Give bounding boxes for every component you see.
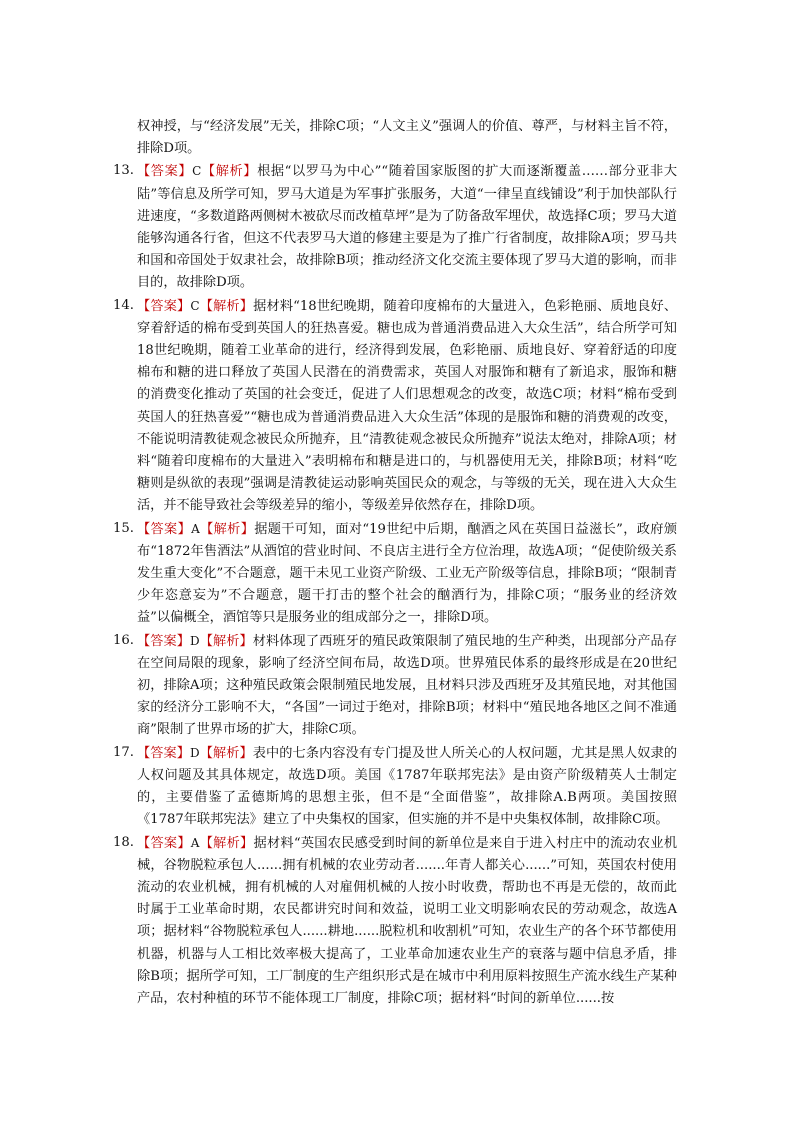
- answer-item-15: [113, 518, 678, 630]
- item-number: 17.: [113, 744, 134, 760]
- item-body: [137, 832, 677, 1011]
- answer-item-13: [113, 160, 678, 294]
- answer-tag: 【答案】: [137, 835, 191, 851]
- analysis-tag: 【解析】: [199, 835, 254, 851]
- continued-paragraph: 权神授，与“经济发展”无关，排除C项；“人文主义”强调人的价值、尊严，与材料主旨不符，排除D项。: [137, 119, 677, 157]
- analysis-text: 据材料“18世纪晚期，随着印度棉布的大量进入，色彩艳丽、质地良好、穿着舒适的棉布受到英国人的狂热喜爱。糖也成为普通消费品进入大众生活”，结合所学可知18世纪晚期，随着工业革命的进行，经济得到发展，色彩艳丽、质地良好、穿着舒适的印度棉布和糖的进口释放了英国人民潜在的消费需求，英国人对服饰和糖有了新追求，服饰和糖的消费变化推动了英国的社会变迁，促进了人们思想观念的改变，故选C项；材料“棉布受到英国人的狂热喜爱”“糖也成为普通消费品进入大众生活”体现的是服饰和糖的消费观的改变，不能说明清教徒观念被民众所抛弃，且“清教徒观念被民众所抛弃”说法太绝对，排除A项；材料“随着印度棉布的大量进入”表明棉布和糖是进口的，与机器使用无关，排除B项；材料“吃糖则是纵欲的表现”强调是清教徒运动影响英国民众的观念，与等级的无关，现在进入大众生活，并不能导致社会等级差异的缩小，等级差异依然存在，排除D项。: [137, 298, 678, 514]
- answer-tag: 【答案】: [137, 521, 192, 537]
- answer-tag: 【答案】: [137, 164, 193, 180]
- analysis-text: 材料体现了西班牙的殖民政策限制了殖民地的生产种类，出现部分产品存在空间局限的现象，影响了经济空间布局，故选D项。世界殖民体系的最终形成是在20世纪初，排除A项；这种殖民政策会限制殖民地发展，且材料只涉及西班牙及其殖民地，对其他国家的经济分工影响不大，“各国”一词过于绝对，排除B项；材料中“殖民地各地区之间不准通商”限制了世界市场的扩大，排除C项。: [137, 633, 678, 738]
- answer-tag: 【答案】: [137, 745, 191, 761]
- analysis-tag: 【解析】: [201, 164, 258, 180]
- item-number: 18.: [113, 834, 134, 850]
- answer-letter: C: [190, 298, 200, 313]
- analysis-tag: 【解析】: [199, 521, 255, 537]
- answer-item-18: [113, 832, 678, 1011]
- analysis-text: 表中的七条内容没有专门提及世人所关心的人权问题，尤其是黑人奴隶的人权问题及其具体规定，故选D项。美国《1787年联邦宪法》是由资产阶级精英人士制定的，主要借鉴了孟德斯鸠的思想主张，但不是“全面借鉴”，故排除A.B两项。美国按照《1787年联邦宪法》建立了中央集权的国家，但实施的并不是中央集权体制，故排除C项。: [137, 745, 678, 828]
- answer-letter: D: [190, 633, 200, 648]
- answer-letter: D: [190, 745, 200, 760]
- answer-item-14: [113, 295, 678, 518]
- item-number: 16.: [113, 632, 134, 648]
- answer-item-17: [113, 742, 678, 832]
- analysis-tag: 【解析】: [199, 745, 253, 761]
- analysis-tag: 【解析】: [199, 633, 253, 649]
- answer-tag: 【答案】: [137, 298, 191, 314]
- answer-tag: 【答案】: [137, 633, 191, 649]
- item-body: [137, 630, 677, 742]
- item-body: [137, 518, 677, 630]
- answer-letter: A: [191, 521, 200, 536]
- item-body: [137, 295, 677, 518]
- item-body: [137, 160, 677, 294]
- answer-letter: C: [192, 164, 202, 179]
- analysis-tag: 【解析】: [199, 298, 254, 314]
- item-body: [137, 742, 677, 832]
- answer-explanations: [113, 116, 678, 1010]
- item-number: 15.: [113, 520, 134, 536]
- analysis-text: 根据“以罗马为中心”“随着国家版图的扩大而逐渐覆盖……部分亚非大陆”等信息及所学可知，罗马大道是为军事扩张服务，大道“一律呈直线铺设”利于加快部队行进速度，“多数道路两侧树木被砍尽而改植草坪”是为了防备敌军埋伏，故选择C项；罗马大道能够沟通各行省，但这不代表罗马大道的修建主要是为了推广行省制度，故排除A项；罗马共和国和帝国处于奴隶社会，故排除B项；推动经济文化交流主要体现了罗马大道的影响，而非目的，故排除D项。: [137, 164, 678, 291]
- answer-item-16: [113, 630, 678, 742]
- analysis-text: 据材料“英国农民感受到时间的新单位是来自于进入村庄中的流动农业机械，谷物脱粒承包人......拥有机械的农业劳动者.......年青人都关心......”可知，英国农村使用流动的农业机械，拥有机械的人对雇佣机械的人按小时收费，帮助也不再是无偿的，故而此时属于工业革命时期，农民都讲究时间和效益，说明工业文明影响农民的劳动观念，故选A项；据材料“谷物脱粒承包人......耕地......脱粒机和收割机”可知，农业生产的各个环节都使用机器，机器与人工相比效率极大提高了，工业革命加速农业生产的衰落与题中信息矛盾，排除B项；据所学可知，工厂制度的生产组织形式是在城市中利用原料按照生产流水线生产某种产品，农村种植的环节不能体现工厂制度，排除C项；据材料“时间的新单位......按: [137, 835, 678, 1006]
- analysis-text: 据题干可知，面对“19世纪中后期，酗酒之风在英国日益滋长”，政府颁布“1872年售酒法”从酒馆的营业时间、不良店主进行全方位治理，故选A项；“促使阶级关系发生重大变化”不合题意，题干未见工业资产阶级、工业无产阶级等信息，排除B项；“限制青少年恣意妄为”不合题意，题干打击的整个社会的酗酒行为，排除C项；“服务业的经济效益”以偏概全，酒馆等只是服务业的组成部分之一，排除D项。: [137, 521, 678, 626]
- item-number: 14.: [113, 297, 134, 313]
- item-number: 13.: [113, 163, 134, 179]
- answer-letter: A: [190, 835, 200, 850]
